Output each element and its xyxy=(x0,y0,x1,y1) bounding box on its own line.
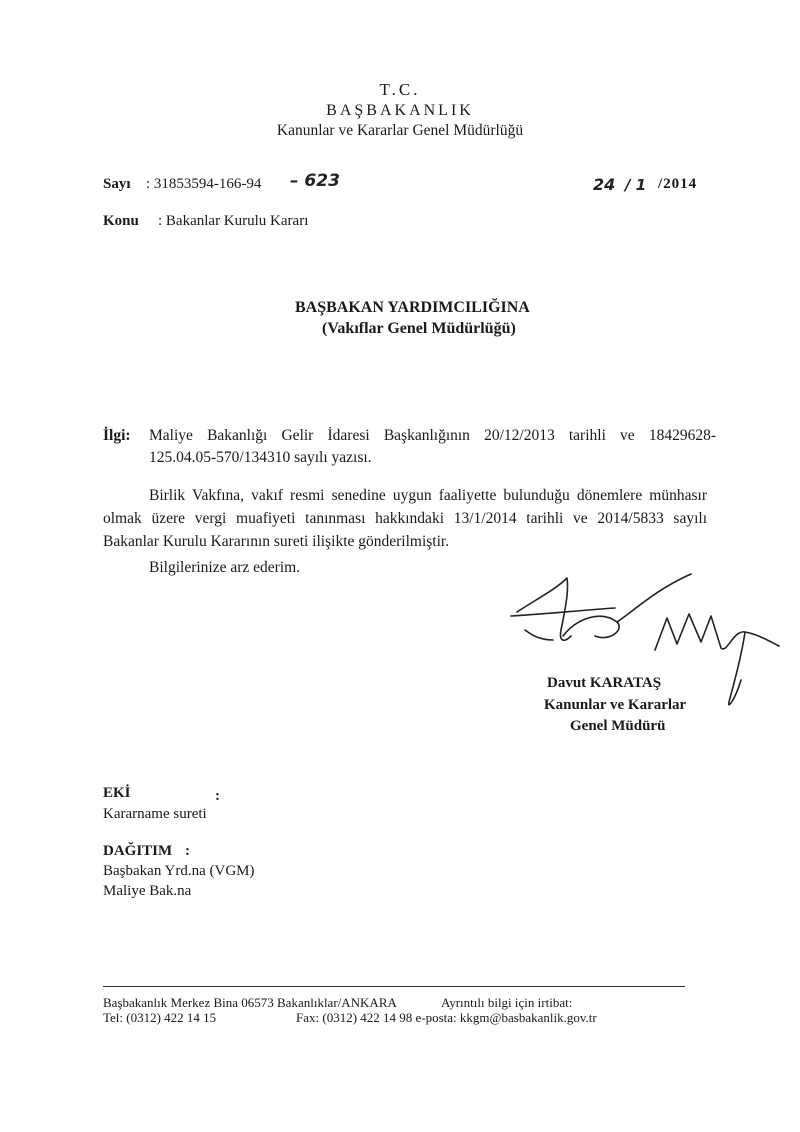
distribution-item: Maliye Bak.na xyxy=(103,883,192,899)
date-year: /2014 xyxy=(658,176,698,192)
signatory-title-line2: Genel Müdürü xyxy=(570,718,666,734)
footer-fax-email: Fax: (0312) 422 14 98 e-posta: kkgm@basbakanlik.gov.tr xyxy=(296,1010,597,1025)
footer-contact-label: Ayrıntılı bilgi için irtibat: xyxy=(441,995,573,1010)
date-month: / 1 xyxy=(625,176,647,194)
header-department: Kanunlar ve Kararlar Genel Müdürlüğü xyxy=(276,122,524,139)
ilgi-label: İlgi: xyxy=(103,427,131,444)
signature-stroke xyxy=(511,608,615,616)
signature-stroke xyxy=(655,614,779,650)
signatory-title-line1: Kanunlar ve Kararlar xyxy=(544,697,687,713)
signature-stroke xyxy=(729,632,745,705)
konu-label: Konu xyxy=(103,213,139,229)
ilgi-line1: Maliye Bakanlığı Gelir İdaresi Başkanlığının 20/12/2013 tarihli ve 18429628- xyxy=(149,427,716,444)
recipient-line2: (Vakıflar Genel Müdürlüğü) xyxy=(322,320,516,337)
footer-tel: Tel: (0312) 422 14 15 xyxy=(103,1010,217,1025)
distribution-label: DAĞITIM xyxy=(103,843,173,859)
date-day: 24 xyxy=(593,175,616,194)
header-institution: BAŞBAKANLIK xyxy=(326,102,474,119)
attachments-colon: : xyxy=(215,788,220,804)
signature-stroke xyxy=(525,630,553,640)
header-country: T.C. xyxy=(379,80,421,99)
body-paragraph-line2: olmak üzere vergi muafiyeti tanınması hakkındaki 13/1/2014 tarihli ve 2014/5833 sayılı xyxy=(103,510,707,527)
signature-stroke xyxy=(563,616,619,637)
footer-divider xyxy=(103,986,685,987)
distribution-item: Başbakan Yrd.na (VGM) xyxy=(103,863,255,879)
sayi-value: : 31853594-166-94 xyxy=(146,176,262,192)
signatory-name: Davut KARATAŞ xyxy=(547,675,662,691)
distribution-colon: : xyxy=(185,843,190,859)
signature-stroke xyxy=(617,574,691,622)
attachment-item: Kararname sureti xyxy=(103,806,207,822)
sayi-handwritten-number: – 623 xyxy=(290,171,340,191)
attachments-label: EKİ xyxy=(103,785,131,801)
recipient-line1: BAŞBAKAN YARDIMCILIĞINA xyxy=(295,299,530,316)
ilgi-line2: 125.04.05-570/134310 sayılı yazısı. xyxy=(149,449,372,466)
sayi-label: Sayı xyxy=(103,176,131,192)
body-paragraph-line1: Birlik Vakfına, vakıf resmi senedine uygun faaliyette bulunduğu dönemlere münhasır xyxy=(149,487,707,504)
footer-address: Başbakanlık Merkez Bina 06573 Bakanlıklar/ANKARA xyxy=(103,995,397,1010)
konu-value: : Bakanlar Kurulu Kararı xyxy=(158,213,309,229)
body-paragraph-line3: Bakanlar Kurulu Kararının sureti ilişikte gönderilmiştir. xyxy=(103,533,450,550)
closing-sentence: Bilgilerinize arz ederim. xyxy=(149,559,301,576)
